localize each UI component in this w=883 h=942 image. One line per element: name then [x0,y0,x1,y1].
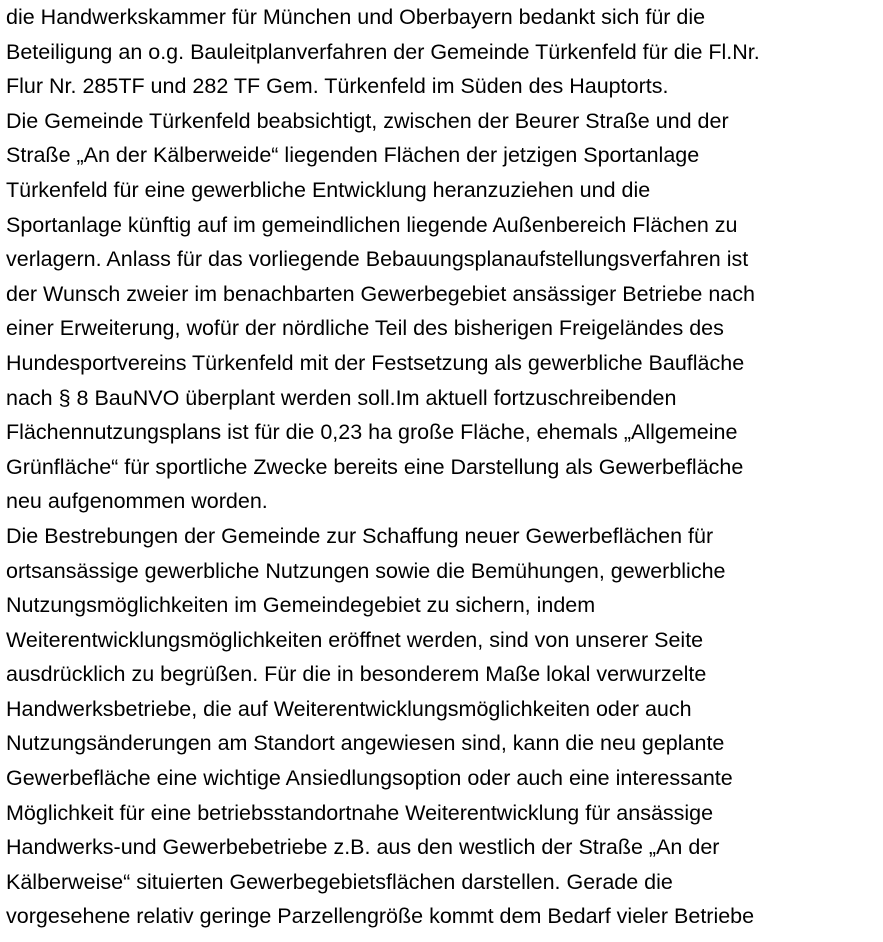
text-line: Nutzungsmöglichkeiten im Gemeindegebiet zu sichern, indem [6,593,596,618]
text-line: neu aufgenommen worden. [6,489,268,514]
text-line: Türkenfeld für eine gewerbliche Entwicklung heranzuziehen und die [6,177,651,202]
text-line: Grünfläche“ für sportliche Zwecke bereits eine Darstellung als Gewerbefläche [6,454,744,479]
text-line: der Wunsch zweier im benachbarten Gewerbegebiet ansässiger Betriebe nach [6,281,755,306]
text-line: Hundesportvereins Türkenfeld mit der Festsetzung als gewerbliche Baufläche [6,350,745,375]
text-line: Flur Nr. 285TF und 282 TF Gem. Türkenfeld im Süden des Hauptorts. [6,74,669,99]
text-line: Die Bestrebungen der Gemeinde zur Schaffung neuer Gewerbeflächen für [6,523,714,548]
text-line: Möglichkeit für eine betriebsstandortnahe Weiterentwicklung für ansässige [6,800,714,825]
text-line: Handwerksbetriebe, die auf Weiterentwicklungsmöglichkeiten oder auch [6,696,692,721]
text-line: Sportanlage künftig auf im gemeindlichen liegende Außenbereich Flächen zu [6,212,738,237]
text-line: verlagern. Anlass für das vorliegende Bebauungsplanaufstellungsverfahren ist [6,247,749,272]
text-line: Die Gemeinde Türkenfeld beabsichtigt, zwischen der Beurer Straße und der [6,108,729,133]
text-line: ortsansässige gewerbliche Nutzungen sowie die Bemühungen, gewerbliche [6,558,726,583]
text-line: einer Erweiterung, wofür der nördliche Teil des bisherigen Freigeländes des [6,316,724,341]
text-line: Handwerks-und Gewerbebetriebe z.B. aus den westlich der Straße „An der [6,835,720,860]
text-line: Gewerbefläche eine wichtige Ansiedlungsoption oder auch eine interessante [6,766,733,791]
text-line: nach § 8 BauNVO überplant werden soll.Im aktuell fortzuschreibenden [6,385,677,410]
text-line: ausdrücklich zu begrüßen. Für die in besonderem Maße lokal verwurzelte [6,662,707,687]
document-body [6,0,883,934]
text-line: Weiterentwicklungsmöglichkeiten eröffnet werden, sind von unserer Seite [6,627,704,652]
text-line: Flächennutzungsplans ist für die 0,23 ha große Fläche, ehemals „Allgemeine [6,420,738,445]
text-line: vorgesehene relativ geringe Parzellengröße kommt dem Bedarf vieler Betriebe [6,904,755,929]
text-line: die Handwerkskammer für München und Oberbayern bedankt sich für die [6,5,706,29]
text-line: Straße „An der Kälberweide“ liegenden Flächen der jetzigen Sportanlage [6,143,700,168]
text-line: Kälberweise“ situierten Gewerbegebietsflächen darstellen. Gerade die [6,869,673,894]
text-line: Beteiligung an o.g. Bauleitplanverfahren der Gemeinde Türkenfeld für die Fl.Nr. [6,39,760,64]
text-line: Nutzungsänderungen am Standort angewiesen sind, kann die neu geplante [6,731,725,756]
